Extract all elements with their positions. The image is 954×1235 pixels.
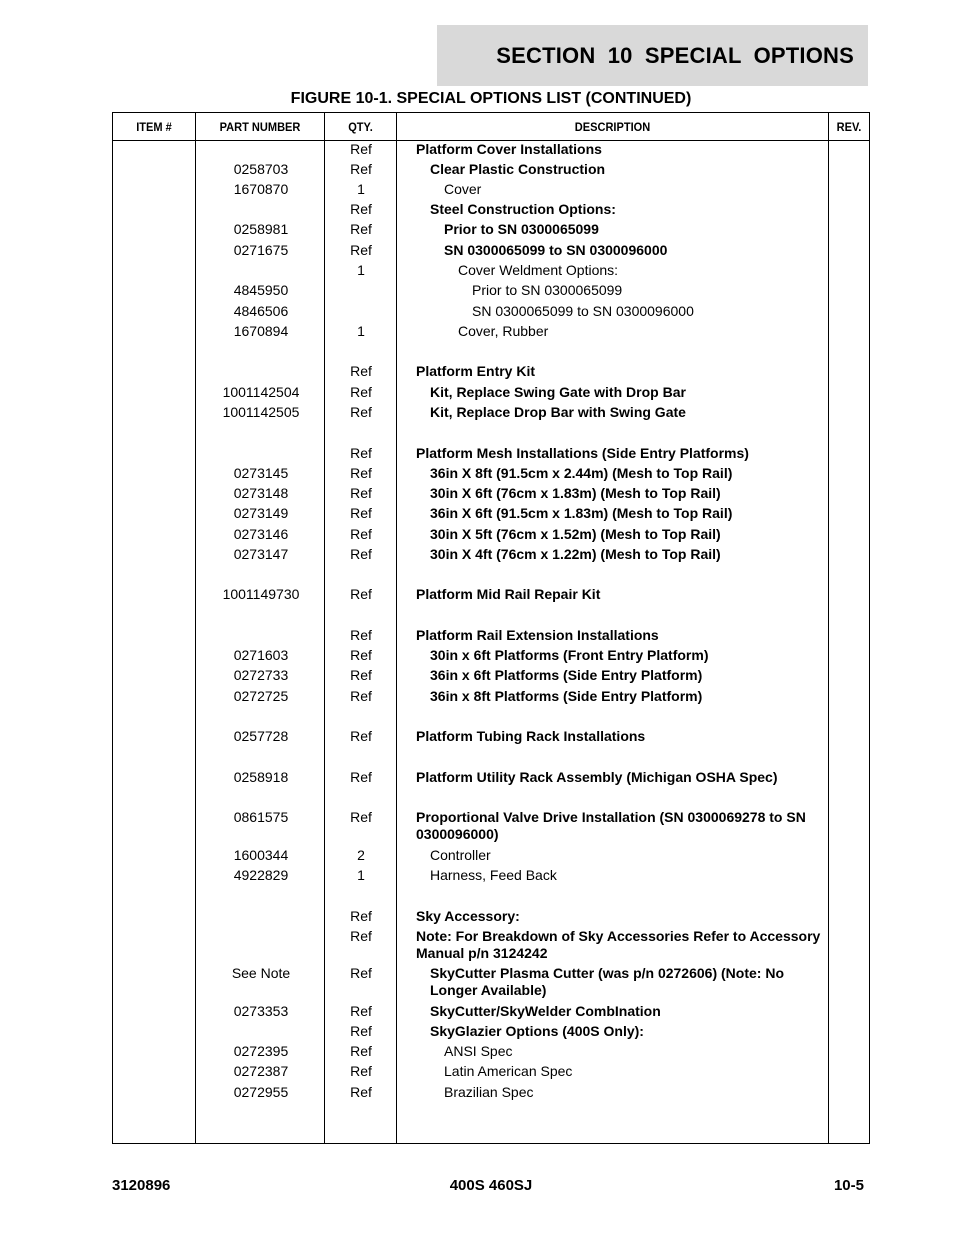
description-cell: 36in X 8ft (91.5cm x 2.44m) (Mesh to Top Rail) xyxy=(430,465,733,481)
part-number-cell: 4846506 xyxy=(233,303,289,319)
description-cell: 36in X 6ft (91.5cm x 1.83m) (Mesh to Top Rail) xyxy=(430,505,733,521)
part-number-cell: 0272395 xyxy=(233,1043,289,1059)
description-cell: SkyGlazier Options (400S Only): xyxy=(430,1023,644,1039)
qty-cell: Ref xyxy=(350,141,372,157)
qty-cell: Ref xyxy=(350,688,372,704)
qty-cell: Ref xyxy=(350,161,372,177)
part-number-cell: 4922829 xyxy=(233,867,289,883)
part-number-cell: 0271675 xyxy=(233,242,289,258)
description-cell: Note: For Breakdown of Sky Accessories Refer to Accessory Manual p/n 3124242 xyxy=(416,928,821,961)
qty-cell: Ref xyxy=(350,928,372,944)
description-cell: Cover xyxy=(444,181,482,197)
description-cell: ANSI Spec xyxy=(444,1043,513,1059)
description-cell: Controller xyxy=(430,847,491,863)
part-number-cell: 1001142504 xyxy=(222,384,300,400)
description-cell: Platform Tubing Rack Installations xyxy=(416,728,646,744)
qty-cell: 1 xyxy=(357,323,365,339)
description-cell: Brazilian Spec xyxy=(444,1084,534,1100)
description-cell: Cover Weldment Options: xyxy=(458,262,619,278)
qty-cell: Ref xyxy=(350,965,372,981)
description-cell: Sky Accessory: xyxy=(416,908,520,924)
description-cell: Prior to SN 0300065099 xyxy=(472,282,623,298)
qty-cell: Ref xyxy=(350,384,372,400)
qty-cell: Ref xyxy=(350,526,372,542)
column-header-rev: REV. xyxy=(836,119,862,134)
qty-cell: Ref xyxy=(350,627,372,643)
column-header-qty: QTY. xyxy=(348,119,373,134)
description-cell: 36in x 8ft Platforms (Side Entry Platform) xyxy=(430,688,703,704)
part-number-cell: 0273353 xyxy=(233,1003,289,1019)
part-number-cell: 0272733 xyxy=(233,667,289,683)
part-number-cell: 4845950 xyxy=(233,282,289,298)
part-number-cell: 0257728 xyxy=(233,728,289,744)
part-number-cell: 0273148 xyxy=(233,485,289,501)
column-header-description: DESCRIPTION xyxy=(574,119,651,134)
description-cell: Cover, Rubber xyxy=(458,323,549,339)
description-cell: SN 0300065099 to SN 0300096000 xyxy=(444,242,668,258)
qty-cell: Ref xyxy=(350,465,372,481)
model-number: 400S 460SJ xyxy=(449,1177,533,1194)
qty-cell: Ref xyxy=(350,404,372,420)
part-number-cell: 0271603 xyxy=(233,647,289,663)
qty-cell: Ref xyxy=(350,221,372,237)
qty-cell: Ref xyxy=(350,728,372,744)
qty-cell: Ref xyxy=(350,445,372,461)
qty-cell: Ref xyxy=(350,505,372,521)
part-number-cell: 1001149730 xyxy=(222,586,300,602)
description-cell: 36in x 6ft Platforms (Side Entry Platform) xyxy=(430,667,703,683)
qty-cell: 1 xyxy=(357,181,365,197)
qty-cell: Ref xyxy=(350,647,372,663)
description-cell: 30in x 6ft Platforms (Front Entry Platform) xyxy=(430,647,709,663)
part-number-cell: See Note xyxy=(231,965,291,981)
qty-cell: 1 xyxy=(357,867,365,883)
qty-cell: Ref xyxy=(350,242,372,258)
description-cell: Kit, Replace Swing Gate with Drop Bar xyxy=(430,384,686,400)
qty-cell: 1 xyxy=(357,262,365,278)
description-cell: SkyCutter/SkyWelder CombInation xyxy=(430,1003,661,1019)
qty-cell: Ref xyxy=(350,546,372,562)
description-cell: Platform Mesh Installations (Side Entry Platforms) xyxy=(416,445,749,461)
description-cell: Harness, Feed Back xyxy=(430,867,557,883)
column-divider xyxy=(195,113,196,1143)
qty-cell: Ref xyxy=(350,667,372,683)
description-cell: SN 0300065099 to SN 0300096000 xyxy=(472,303,694,319)
part-number-cell: 0258918 xyxy=(233,769,289,785)
section-title: SECTION 10 SPECIAL OPTIONS xyxy=(496,42,854,68)
description-cell: Platform Rail Extension Installations xyxy=(416,627,659,643)
parts-table xyxy=(112,112,870,1144)
part-number-cell: 1001142505 xyxy=(222,404,300,420)
description-cell: 30in X 6ft (76cm x 1.83m) (Mesh to Top Rail) xyxy=(430,485,721,501)
part-number-cell: 1670870 xyxy=(233,181,289,197)
description-cell: Platform Entry Kit xyxy=(416,363,536,379)
qty-cell: 2 xyxy=(357,847,365,863)
description-cell: Platform Cover Installations xyxy=(416,141,602,157)
part-number-cell: 0258703 xyxy=(233,161,289,177)
qty-cell: Ref xyxy=(350,769,372,785)
doc-number: 3120896 xyxy=(112,1177,171,1194)
qty-cell: Ref xyxy=(350,485,372,501)
description-cell: Kit, Replace Drop Bar with Swing Gate xyxy=(430,404,686,420)
part-number-cell: 1670894 xyxy=(233,323,289,339)
part-number-cell: 0861575 xyxy=(233,809,289,825)
section-banner xyxy=(437,25,868,86)
figure-title: FIGURE 10-1. SPECIAL OPTIONS LIST (CONTINUED) xyxy=(290,90,692,107)
part-number-cell: 0272725 xyxy=(233,688,289,704)
qty-cell: Ref xyxy=(350,1043,372,1059)
qty-cell: Ref xyxy=(350,809,372,825)
description-cell: Platform Utility Rack Assembly (Michigan OSHA Spec) xyxy=(416,769,778,785)
qty-cell: Ref xyxy=(350,1063,372,1079)
part-number-cell: 0273145 xyxy=(233,465,289,481)
part-number-cell: 1600344 xyxy=(233,847,289,863)
description-cell: SkyCutter Plasma Cutter (was p/n 0272606) (Note: No Longer Available) xyxy=(430,965,784,998)
qty-cell: Ref xyxy=(350,363,372,379)
qty-cell: Ref xyxy=(350,908,372,924)
part-number-cell: 0258981 xyxy=(233,221,289,237)
part-number-cell: 0273149 xyxy=(233,505,289,521)
part-number-cell: 0272387 xyxy=(233,1063,289,1079)
qty-cell: Ref xyxy=(350,1023,372,1039)
description-cell: Prior to SN 0300065099 xyxy=(444,221,599,237)
description-cell: Steel Construction Options: xyxy=(430,201,616,217)
description-cell: Platform Mid Rail Repair Kit xyxy=(416,586,601,602)
column-header-part-number: PART NUMBER xyxy=(219,119,301,134)
column-header-item: ITEM # xyxy=(136,119,172,134)
part-number-cell: 0273146 xyxy=(233,526,289,542)
description-cell: 30in X 5ft (76cm x 1.52m) (Mesh to Top Rail) xyxy=(430,526,721,542)
part-number-cell: 0272955 xyxy=(233,1084,289,1100)
description-cell: 30in X 4ft (76cm x 1.22m) (Mesh to Top Rail) xyxy=(430,546,721,562)
description-cell: Clear Plastic Construction xyxy=(430,161,606,177)
part-number-cell: 0273147 xyxy=(233,546,289,562)
qty-cell: Ref xyxy=(350,201,372,217)
qty-cell: Ref xyxy=(350,1003,372,1019)
qty-cell: Ref xyxy=(350,586,372,602)
description-cell: Proportional Valve Drive Installation (SN 0300069278 to SN 0300096000) xyxy=(416,809,806,842)
description-cell: Latin American Spec xyxy=(444,1063,573,1079)
page-number: 10-5 xyxy=(833,1177,864,1194)
qty-cell: Ref xyxy=(350,1084,372,1100)
